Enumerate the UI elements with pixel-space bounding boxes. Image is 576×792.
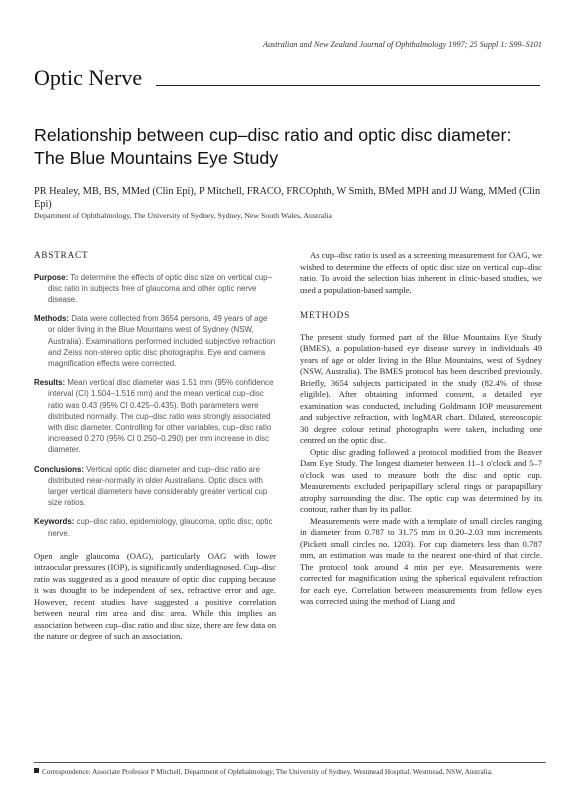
conclusions-label: Conclusions: [34, 464, 84, 474]
abstract-results [34, 377, 276, 455]
abstract-methods [34, 313, 276, 369]
square-bullet-icon [34, 768, 39, 773]
footnote-text: Correspondence: Associate Professor P Mitchell, Department of Ophthalmology, The University of Sydney, Westmead Hospital, Westmead, NSW, Australia. [42, 768, 493, 776]
right-para-4: Measurements were made with a template of small circles ranging in diameter from 0.787 to 31.75 mm in 0.20–2.03 mm increments (Pickett small circles no. 1203). For cup diameters less than 0.787 mm, an estimation was made to the nearest one-third of that circle. The protocol took around 4 min per eye. Measurements were corrected for magnification using the spherical equivalent refraction for each eye. Correlation between measurements from fellow eyes was corrected using the method of Liang and [300, 515, 542, 606]
article-title-line1: Relationship between cup–disc ratio and optic disc diameter: [34, 125, 512, 145]
purpose-label: Purpose: [34, 272, 69, 282]
authors: PR Healey, MB, BS, MMed (Clin Epi), P Mitchell, FRACO, FRCOphth, W Smith, BMed MPH and JJ Wang, MMed (Clin Epi) [34, 186, 541, 210]
keywords-text: cup–disc ratio, epidemiology, glaucoma, optic disc, optic nerve. [48, 517, 273, 538]
footnote-rule [34, 762, 546, 763]
right-para-2: The present study formed part of the Blue Mountains Eye Study (BMES), a population-based eye disease survey in individuals 49 years of age or older living in the Blue Mountains, west of Sydney (NSW, Australia). The BMES protocol has been described previously. Briefly, 3654 subjects participated in the study (82.4% of those eligible). After obtaining informed consent, a detailed eye examination was conducted, including Goldmann IOP measurement and subjective refraction, with logMAR chart. Dilated, stereoscopic 30 degree colour retinal photographs were taken, including one centred on the optic disc. [300, 331, 542, 445]
results-label: Results: [34, 378, 66, 388]
conclusions-text: Vertical optic disc diameter and cup–disc ratio are distributed near-normally in older Australians. Optic discs with larger vertical diameters have considerably greater vertical cup size ratios. [48, 464, 268, 508]
abstract-heading: ABSTRACT [34, 250, 89, 260]
keywords-label: Keywords: [34, 517, 75, 527]
methods-text: Data were collected from 3654 persons, 49 years of age or older living in the Blue Mountains west of Sydney (NSW, Australia). Examinations performed included subjective refraction and Zeiss non-stereo optic disc photographs. Eye and camera magnification effects were corrected. [48, 314, 276, 368]
purpose-text: To determine the effects of optic disc size on vertical cup–disc ratio in subjects free of glaucoma and other optic nerve disease. [48, 272, 272, 304]
journal-header: Australian and New Zealand Journal of Ophthalmology 1997; 25 Suppl 1: S99–S101 [262, 40, 542, 49]
methods-label: Methods: [34, 314, 70, 324]
abstract-purpose [34, 272, 276, 306]
abstract-keywords [34, 516, 276, 538]
intro-paragraph: Open angle glaucoma (OAG), particularly OAG with lower intraocular pressures (IOP), is significantly underdiagnosed. Cup–disc ratio was suggested as a good measure of optic disc cupping because it was thought to be independent of sex, refractive error and age. However, recent studies have suggested a positive correlation between neural rim area and disc area. While this implies an association between cup–disc ratio and disc size, there are few data on the nature or degree of such an association. [34, 550, 276, 642]
right-para-1: As cup–disc ratio is used as a screening measurement for OAG, we wished to determine the effects of optic disc size on vertical cup–disc ratio. To avoid the selection bias inherent in clinic-based studies, we used a population-based sample. [300, 250, 542, 295]
right-para-3: Optic disc grading followed a protocol modified from the Beaver Dam Eye Study. The longest diameter between 11–1 o'clock and 5–7 o'clock was used to measure both the disc and optic cup. Measurements excluded peripapillary scleral rings or parapapillary atrophy surrounding the disc. The optic cup was determined by its contour, rather than by its pallor. [300, 446, 542, 514]
footnote [34, 768, 546, 776]
section-title: Optic Nerve [34, 64, 156, 92]
article-title-line2: The Blue Mountains Eye Study [34, 148, 279, 168]
article-title [34, 124, 554, 170]
methods-heading: METHODS [300, 310, 351, 320]
section-heading [34, 64, 540, 96]
abstract-conclusions [34, 464, 276, 509]
left-column [34, 250, 276, 643]
results-text: Mean vertical disc diameter was 1.51 mm (95% confidence interval (CI) 1.504–1.516 mm) and the mean vertical cup–disc ratio was 0.43 (95% CI 0.425–0.435). Both parameters were distributed normally. The cup–disc ratio was strongly associated with disc diameter. Controlling for other variables, cup–disc ratio increased 0.270 (95% CI 0.250–0.290) per mm increase in disc diameter. [48, 378, 274, 455]
affiliation: Department of Ophthalmology, The University of Sydney, Sydney, New South Wales, Australia [34, 211, 332, 220]
right-column [300, 250, 542, 608]
